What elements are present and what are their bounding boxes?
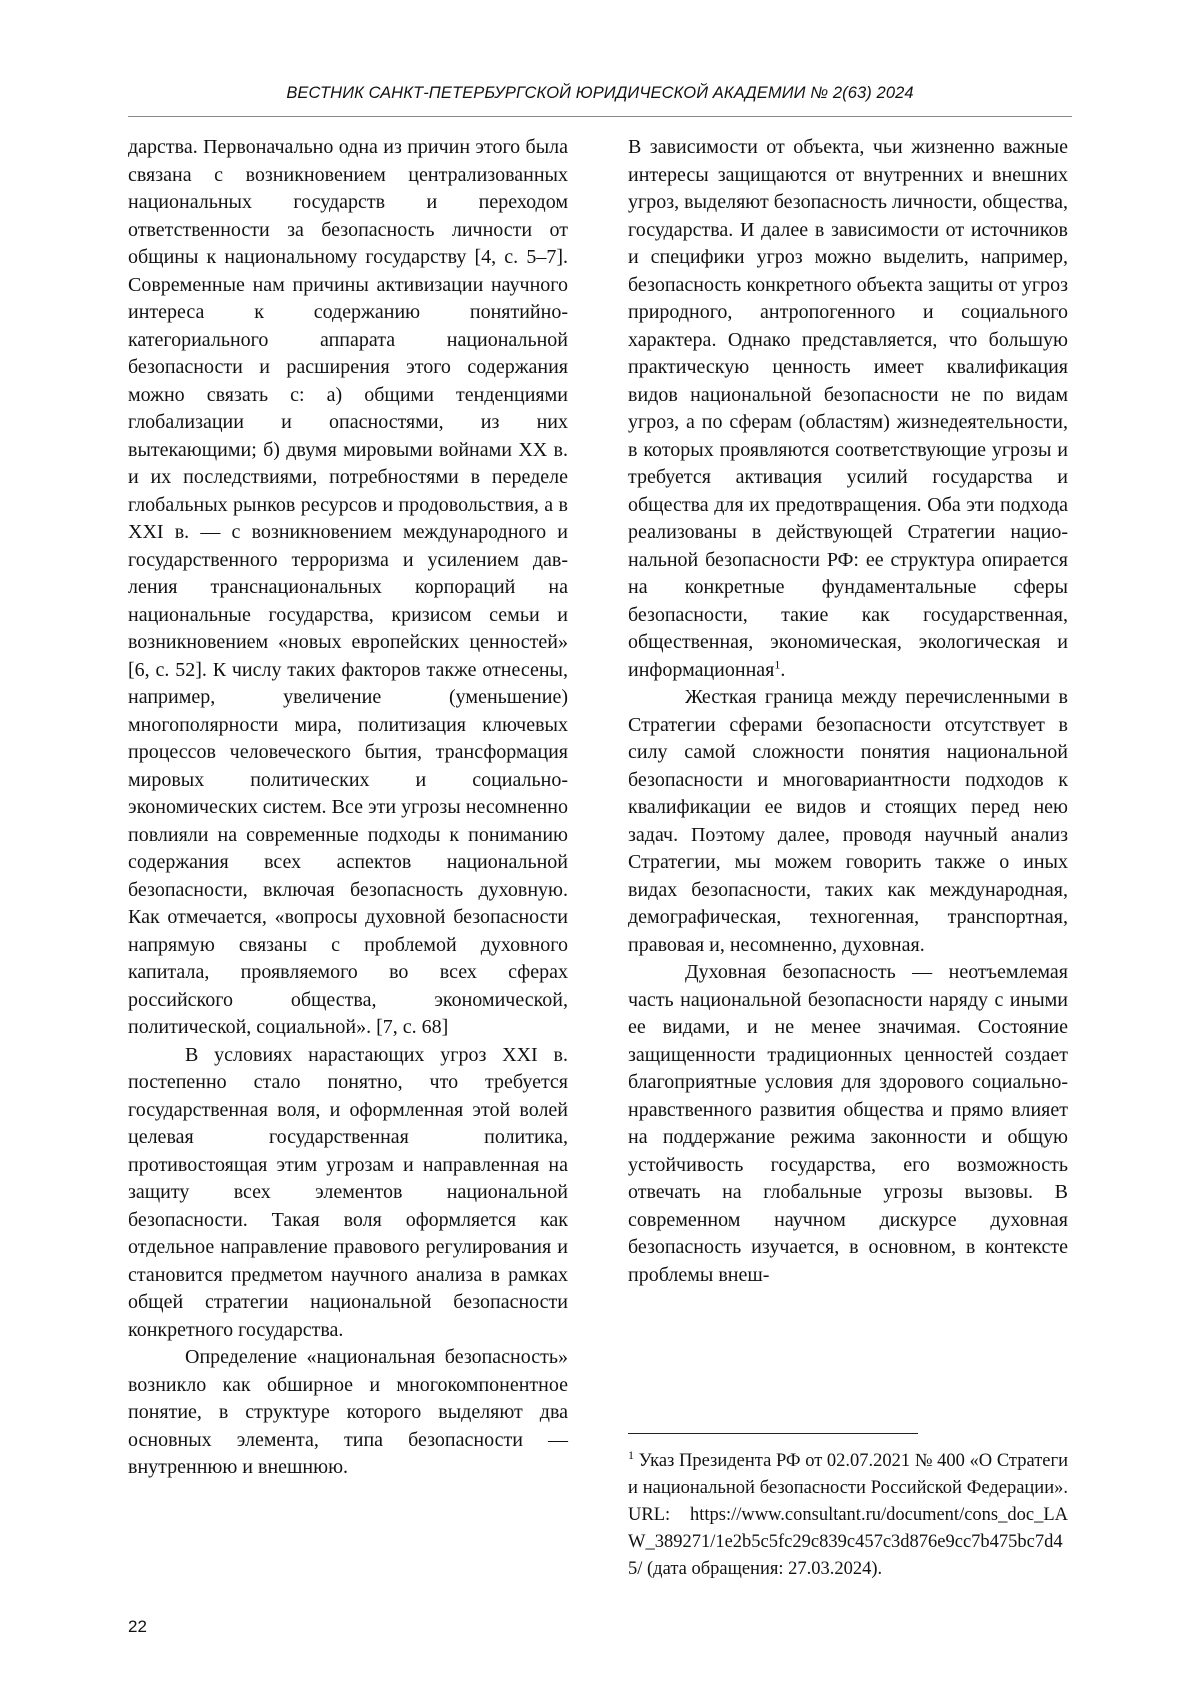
footnote-text: Указ Президента РФ от 02.07.2021 № 400 «О Стратегии национальной безопасности Российской Федерации». URL: https://www.consultant.ru/document/cons_doc_LAW_389271/1e2b5c5fc29c839c457c3d876e9cc7b475bc7d45/ (дата обращения: 27.03.2024). [628,1451,1068,1579]
paragraph-with-footnote [628,134,1068,684]
paragraph: Определение «национальная безопасность» возникло как обширное и многокомпонентное понятие, в структуре которого выделяют два основных элемента, типа безопасности — внутреннюю и внешнюю. [128,1346,568,1478]
footnote-reference[interactable]: 1 [774,656,781,671]
footnote [628,1448,1068,1583]
footnote-number: 1 [628,1447,634,1462]
page-number: 22 [128,1617,147,1636]
right-column [628,134,1068,1289]
paragraph: Духовная безопасность — неотъемлемая часть национальной безопасности наряду с иными ее видами, и не менее значимая. Состояние защищенности традиционных ценностей создает благоприятные условия для здорового социально-нравственного развития общества и прямо влияет на поддержание режима законности и общую устойчивость государства, его возможность отвечать на глобальные угрозы вызовы. В современном научном дискурсе духовная безопасность изучается, в основном, в контексте проблемы внеш- [628,961,1068,1286]
paragraph: Жесткая граница между перечисленными в Стратегии сферами безопасности отсутствует в силу самой сложности понятия национальной безопасности и многовариантности подходов к квалификации ее видов и стоящих перед нею задач. Поэтому далее, проводя научный анализ Стратегии, мы можем говорить также о иных видах безопасности, таких как международная, демографическая, техногенная, транспортная, правовая и, несомненно, духовная. [628,686,1068,956]
paragraph-tail: . [780,658,786,681]
paragraph-text: В зависимости от объекта, чьи жизненно важные интересы защищаются от внутренних и внешних угроз, выделяют безопасность личности, общества, государства. И далее в зависимости от источников и специфики угроз можно выделить, например, безопасность конкретного объекта защиты от угроз природного, антропогенного и социального характера. Однако представляется, что большую практическую ценность имеет квалификация видов национальной безопасности не по видам угроз, а по сферам (областям) жизнедеятельности, в которых проявляются соответствующие угрозы и требуется активация усилий государства и общества для их предотвращения. Оба эти подхода реализованы в действующей Стратегии национальной безопасности РФ: ее структура опирается на конкретные фундаментальные сферы безопасности, такие как государственная, общественная, экономическая, экологическая и информационная [628,136,1068,681]
running-title: ВЕСТНИК САНКТ-ПЕТЕРБУРГСКОЙ ЮРИДИЧЕСКОЙ АКАДЕМИИ № 2(63) 2024 [286,84,914,102]
paragraph: В условиях нарастающих угроз XXI в. постепенно стало понятно, что требуется государственная воля, и оформленная этой волей целевая государственная политика, противостоящая этим угрозам и направленная на защиту всех элементов национальной безопасности. Такая воля оформляется как отдельное направление правового регулирования и становится предметом научного анализа в рамках общей стратегии национальной безопасности конкретного государства. [128,1043,568,1341]
footnote-rule [628,1433,918,1434]
paragraph: дарства. Первоначально одна из причин этого была связана с возникновением централизованных национальных государств и переходом ответственности за безопасность личности от общины к национальному государству [4, с. 5–7]. Современные нам причины активизации научного интереса к содержанию понятийно-категориального аппарата национальной безопасности и расширения этого содержания можно связать с: а) общими тенденциями глобализации и опасностями, из них вытекающими; б) двумя мировыми войнами XX в. и их последствиями, потребностями в переделе глобальных рынков ресурсов и продовольствия, а в XXI в. — с возникновением международного и государственного терроризма и усилением давления транснациональных корпораций на национальные государства, кризисом семьи и возникновением «новых европейских ценностей» [6, с. 52]. К числу таких факторов также отнесены, например, увеличение (уменьшение) многополярности мира, политизация ключевых процессов человеческого бытия, трансформация мировых политических и социально-экономических систем. Все эти угрозы несомненно повлияли на современные подходы к пониманию содержания всех аспектов национальной безопасности, включая безопасность духовную. Как отмечается, «вопросы духовной безопасности напрямую связаны с проблемой духовного капитала, проявляемого во всех сферах российского общества, экономической, политической, социальной». [7, с. 68] [128,136,568,1038]
header-rule [128,116,1072,117]
left-column [128,134,568,1482]
